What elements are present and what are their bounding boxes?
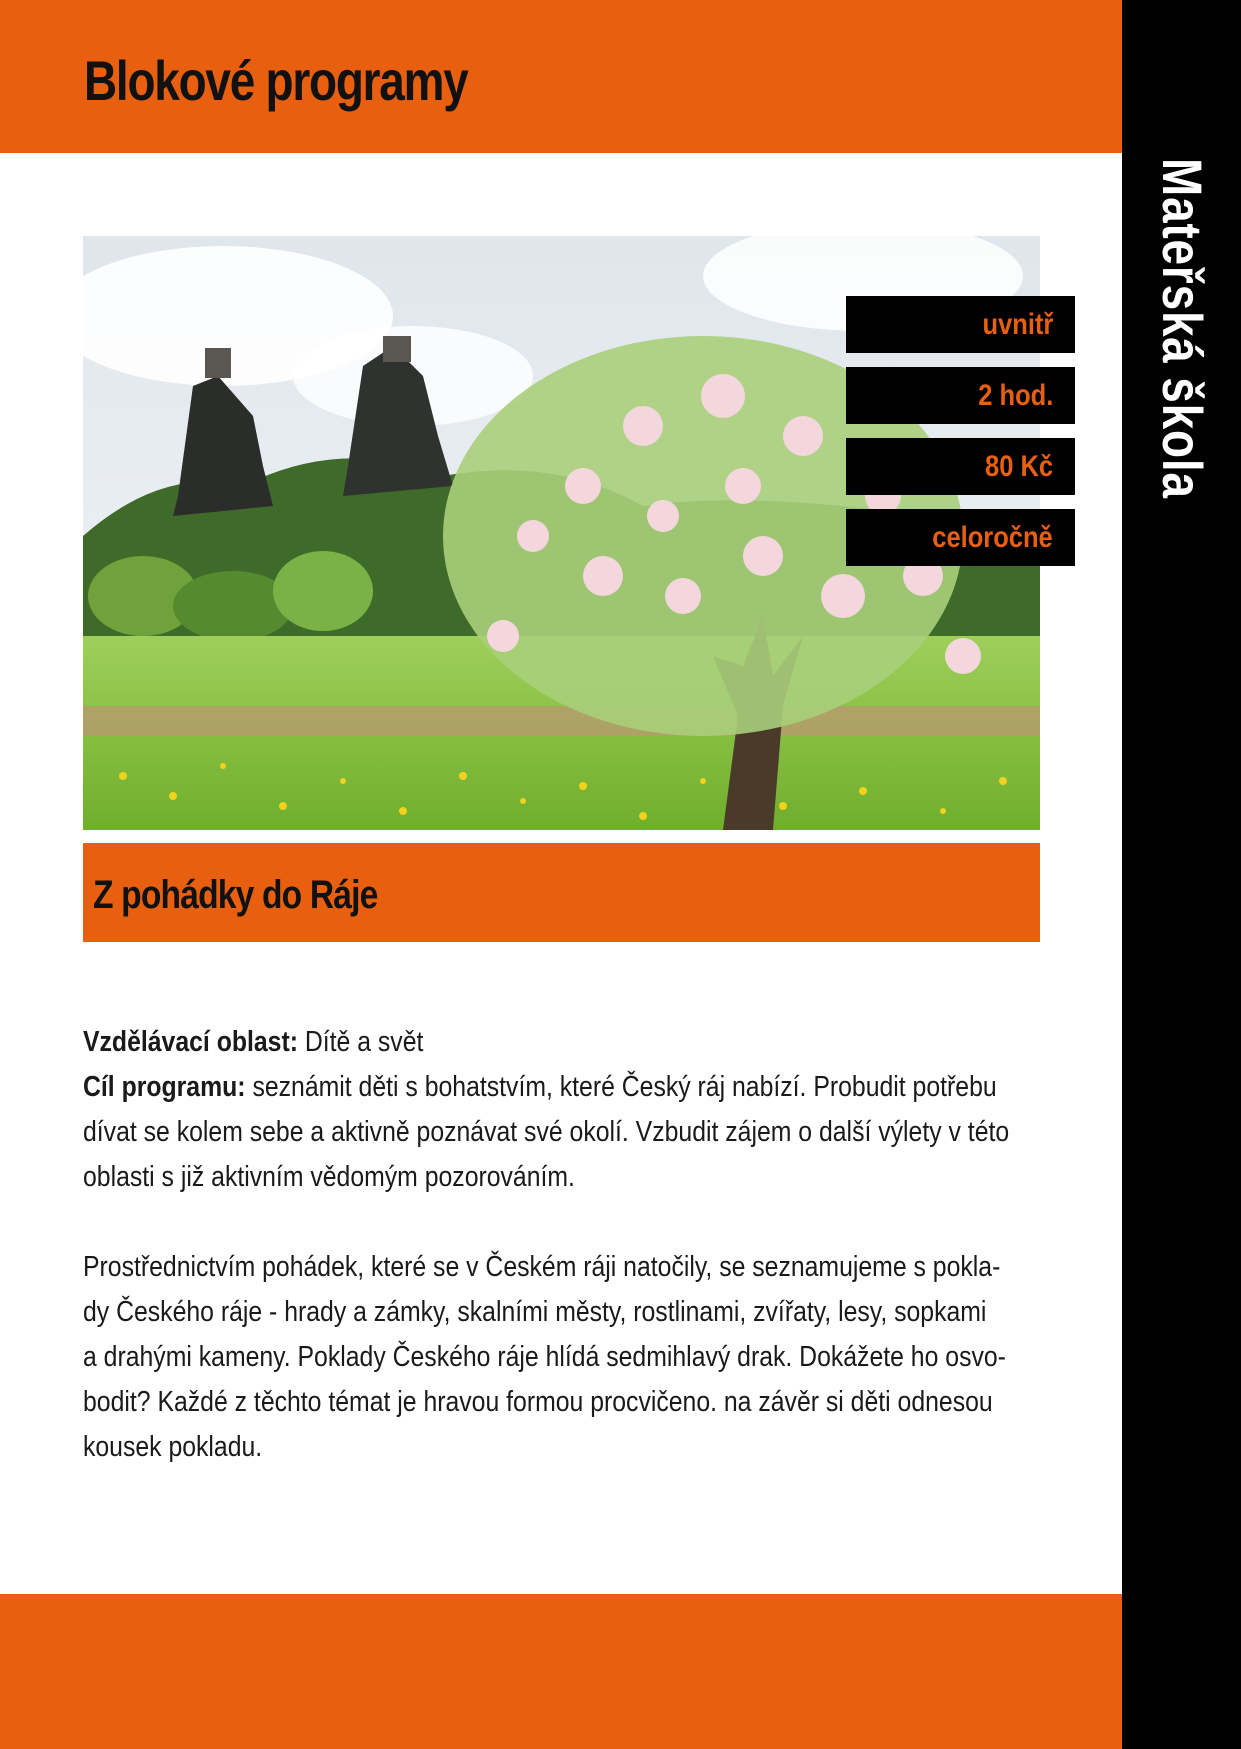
goal-text: oblasti s již aktivním vědomým pozorováním. [83,1161,575,1193]
page-title: Blokové programy [84,49,468,112]
area-line [83,1020,1041,1065]
program-tags [846,296,1075,580]
goal-text: seznámit děti s bohatstvím, které Český ráj nabízí. Probudit potřebu [252,1071,997,1103]
description-line: bodit? Každé z těchto témat je hravou formou procvičeno. na závěr si děti odnesou [83,1386,993,1418]
area-label: Vzdělávací oblast: [83,1026,298,1058]
program-description [83,1020,1041,1470]
goal-label: Cíl programu: [83,1071,246,1103]
description-line: Prostřednictvím pohádek, které se v Českém ráji natočily, se seznamujeme s pokla- [83,1251,1001,1283]
description-line: kousek pokladu. [83,1431,263,1463]
sidebar [1122,0,1241,1749]
tag-season: celoročně [846,509,1075,566]
tag-location: uvnitř [846,296,1075,353]
goal-line [83,1065,1041,1110]
description-line: a drahými kameny. Poklady Českého ráje hlídá sedmihlavý drak. Dokážete ho osvo- [83,1341,1006,1373]
tag-price: 80 Kč [846,438,1075,495]
header-band [0,0,1122,153]
program-title-band [83,843,1040,942]
tag-duration: 2 hod. [846,367,1075,424]
program-title: Z pohádky do Ráje [93,873,378,917]
area-value: Dítě a svět [304,1026,424,1058]
footer-band [0,1594,1122,1749]
description-line: dy Českého ráje - hrady a zámky, skalními městy, rostlinami, zvířaty, lesy, sopkami [83,1296,987,1328]
sidebar-label: Mateřská škola [1151,158,1214,499]
goal-text: dívat se kolem sebe a aktivně poznávat své okolí. Vzbudit zájem o další výlety v této [83,1116,1010,1148]
